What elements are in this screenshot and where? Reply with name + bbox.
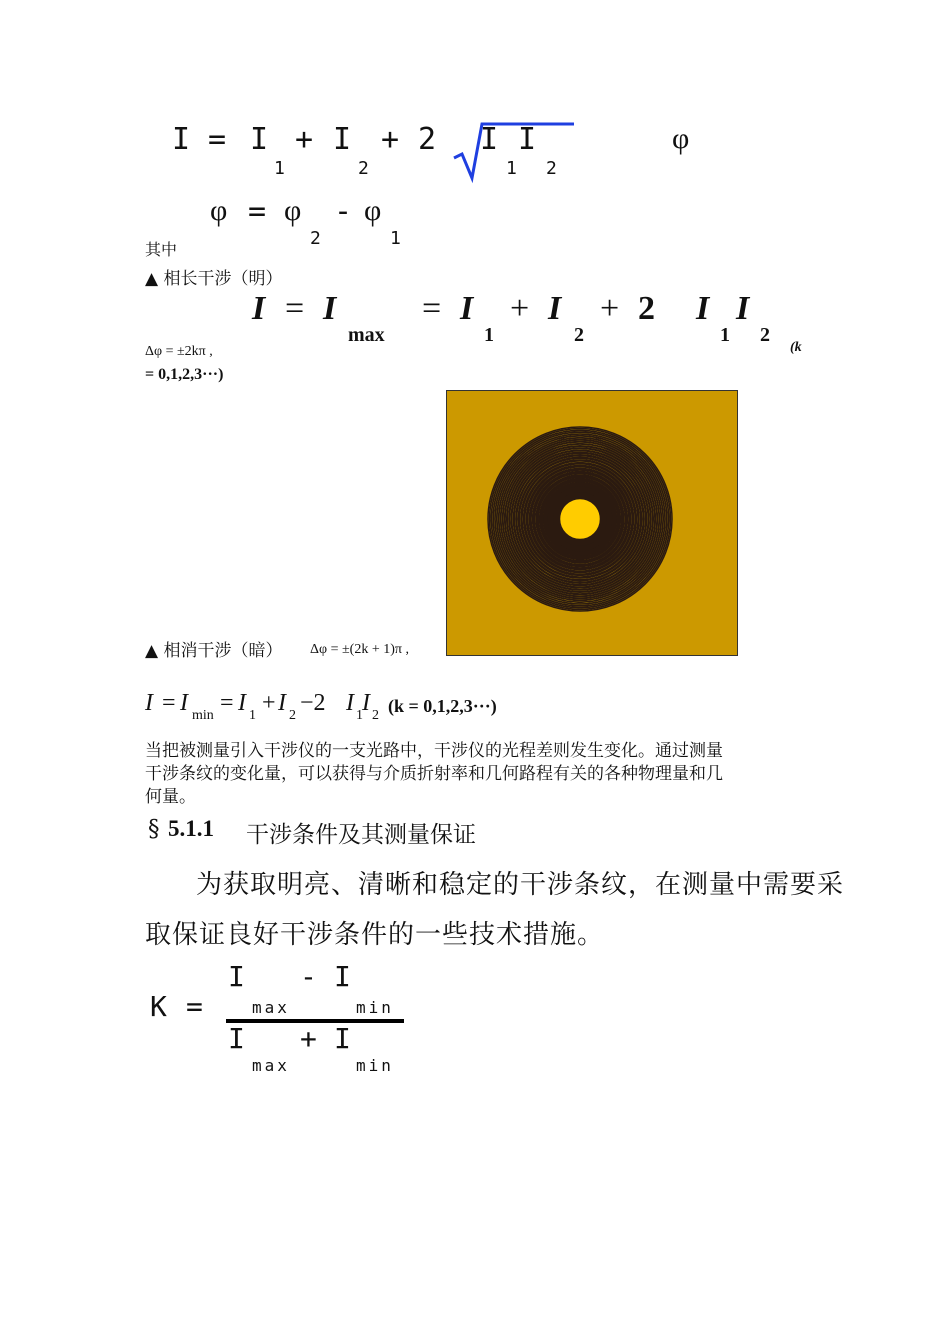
eq1-sqrt-sub-1: 1 xyxy=(506,158,517,179)
max-sqrt-I2: I xyxy=(736,290,750,327)
eq2-equals: = xyxy=(248,194,269,229)
min-equals-b: = xyxy=(220,690,234,716)
interference-rings xyxy=(447,391,737,655)
min-sqrt-I1: I xyxy=(346,690,354,716)
eq1-two: 2 xyxy=(418,122,439,157)
eq1-sub-2: 2 xyxy=(358,158,369,179)
min-sqrt-sub-1: 1 xyxy=(356,708,363,723)
destructive-phase-condition: Δφ = ±(2k + 1)π , xyxy=(310,642,409,657)
eq1-sqrt-I2: I xyxy=(518,122,539,157)
min-I1: I xyxy=(238,690,246,716)
eq1-plus-b: + xyxy=(381,122,402,157)
max-equals-b: = xyxy=(422,290,442,327)
max-sub: max xyxy=(348,324,385,346)
min-I2: I xyxy=(278,690,286,716)
paragraph-line-1: 当把被测量引入干涉仪的一支光路中，干涉仪的光程差则发生变化。通过测量 xyxy=(145,741,723,761)
max-I: I xyxy=(252,290,266,327)
contrast-den-min: min xyxy=(356,1056,394,1075)
eq1-equals: = xyxy=(208,122,229,157)
max-equals-a: = xyxy=(285,290,305,327)
contrast-K: K xyxy=(150,990,170,1023)
contrast-den-max: max xyxy=(252,1056,290,1075)
contrast-den-Imax: I xyxy=(228,1022,248,1055)
max-sub-2: 2 xyxy=(574,324,584,346)
contrast-num-max: max xyxy=(252,998,290,1017)
body-line-2: 取保证良好干涉条件的一些技术措施。 xyxy=(145,920,605,950)
max-sqrt-I1: I xyxy=(696,290,710,327)
contrast-den-plus: + xyxy=(300,1022,320,1055)
min-plus: + xyxy=(262,690,276,716)
max-sqrt-sub-1: 1 xyxy=(720,324,730,346)
contrast-num-Imax: I xyxy=(228,960,248,993)
paragraph-line-3: 何量。 xyxy=(145,787,196,807)
max-plus-b: + xyxy=(600,290,620,327)
eq1-phi: φ xyxy=(672,122,692,155)
min-sub: min xyxy=(192,708,214,723)
constructive-phase-condition: Δφ = ±2kπ , xyxy=(145,344,213,359)
max-k-open: (k xyxy=(790,340,802,355)
eq2-sub-2: 2 xyxy=(310,228,321,249)
paragraph-line-2: 干涉条纹的变化量，可以获得与介质折射率和几何路程有关的各种物理量和几 xyxy=(145,764,723,784)
max-Imax: I xyxy=(323,290,337,327)
constructive-label: ▲ 相长干涉（明） xyxy=(145,269,283,289)
eq1-I: I xyxy=(172,122,193,157)
eq1-sqrt-sub-2: 2 xyxy=(546,158,557,179)
max-sqrt-sub-2: 2 xyxy=(760,324,770,346)
eq2-minus: - xyxy=(334,194,355,229)
eq1-sub-1: 1 xyxy=(274,158,285,179)
contrast-num-minus: - xyxy=(300,960,320,993)
max-I2: I xyxy=(548,290,562,327)
max-two: 2 xyxy=(638,290,655,327)
eq1-plus-a: + xyxy=(295,122,316,157)
section-symbol: § xyxy=(148,816,160,842)
section-title: 干涉条件及其测量保证 xyxy=(246,822,476,848)
destructive-label: ▲ 相消干涉（暗） xyxy=(145,641,283,661)
where-label: 其中 xyxy=(145,240,178,259)
max-I1: I xyxy=(460,290,474,327)
min-Imin: I xyxy=(180,690,188,716)
eq1-I2: I xyxy=(333,122,354,157)
body-line-1: 为获取明亮、清晰和稳定的干涉条纹，在测量中需要采 xyxy=(196,870,845,900)
min-sqrt-I2: I xyxy=(362,690,370,716)
constructive-k-values: = 0,1,2,3···) xyxy=(145,366,224,383)
min-k-values: (k = 0,1,2,3···) xyxy=(388,696,497,716)
section-number: 5.1.1 xyxy=(168,816,214,841)
eq1-I1: I xyxy=(250,122,271,157)
min-equals-a: = xyxy=(162,690,176,716)
contrast-equals: = xyxy=(186,990,206,1023)
min-sub-2: 2 xyxy=(289,708,296,723)
max-sub-1: 1 xyxy=(484,324,494,346)
eq2-phi2: φ xyxy=(284,194,304,227)
contrast-num-Imin: I xyxy=(334,960,354,993)
min-sub-1: 1 xyxy=(249,708,256,723)
eq2-phi: φ xyxy=(210,194,230,227)
min-minus-two: −2 xyxy=(300,690,326,716)
contrast-den-Imin: I xyxy=(334,1022,354,1055)
eq2-sub-1: 1 xyxy=(390,228,401,249)
max-plus-a: + xyxy=(510,290,530,327)
ring-center xyxy=(566,505,594,533)
contrast-num-min: min xyxy=(356,998,394,1017)
min-I: I xyxy=(145,690,153,716)
interference-fringe-image xyxy=(446,390,738,656)
eq1-sqrt-I1: I xyxy=(480,122,501,157)
eq2-phi1: φ xyxy=(364,194,384,227)
min-sqrt-sub-2: 2 xyxy=(372,708,379,723)
